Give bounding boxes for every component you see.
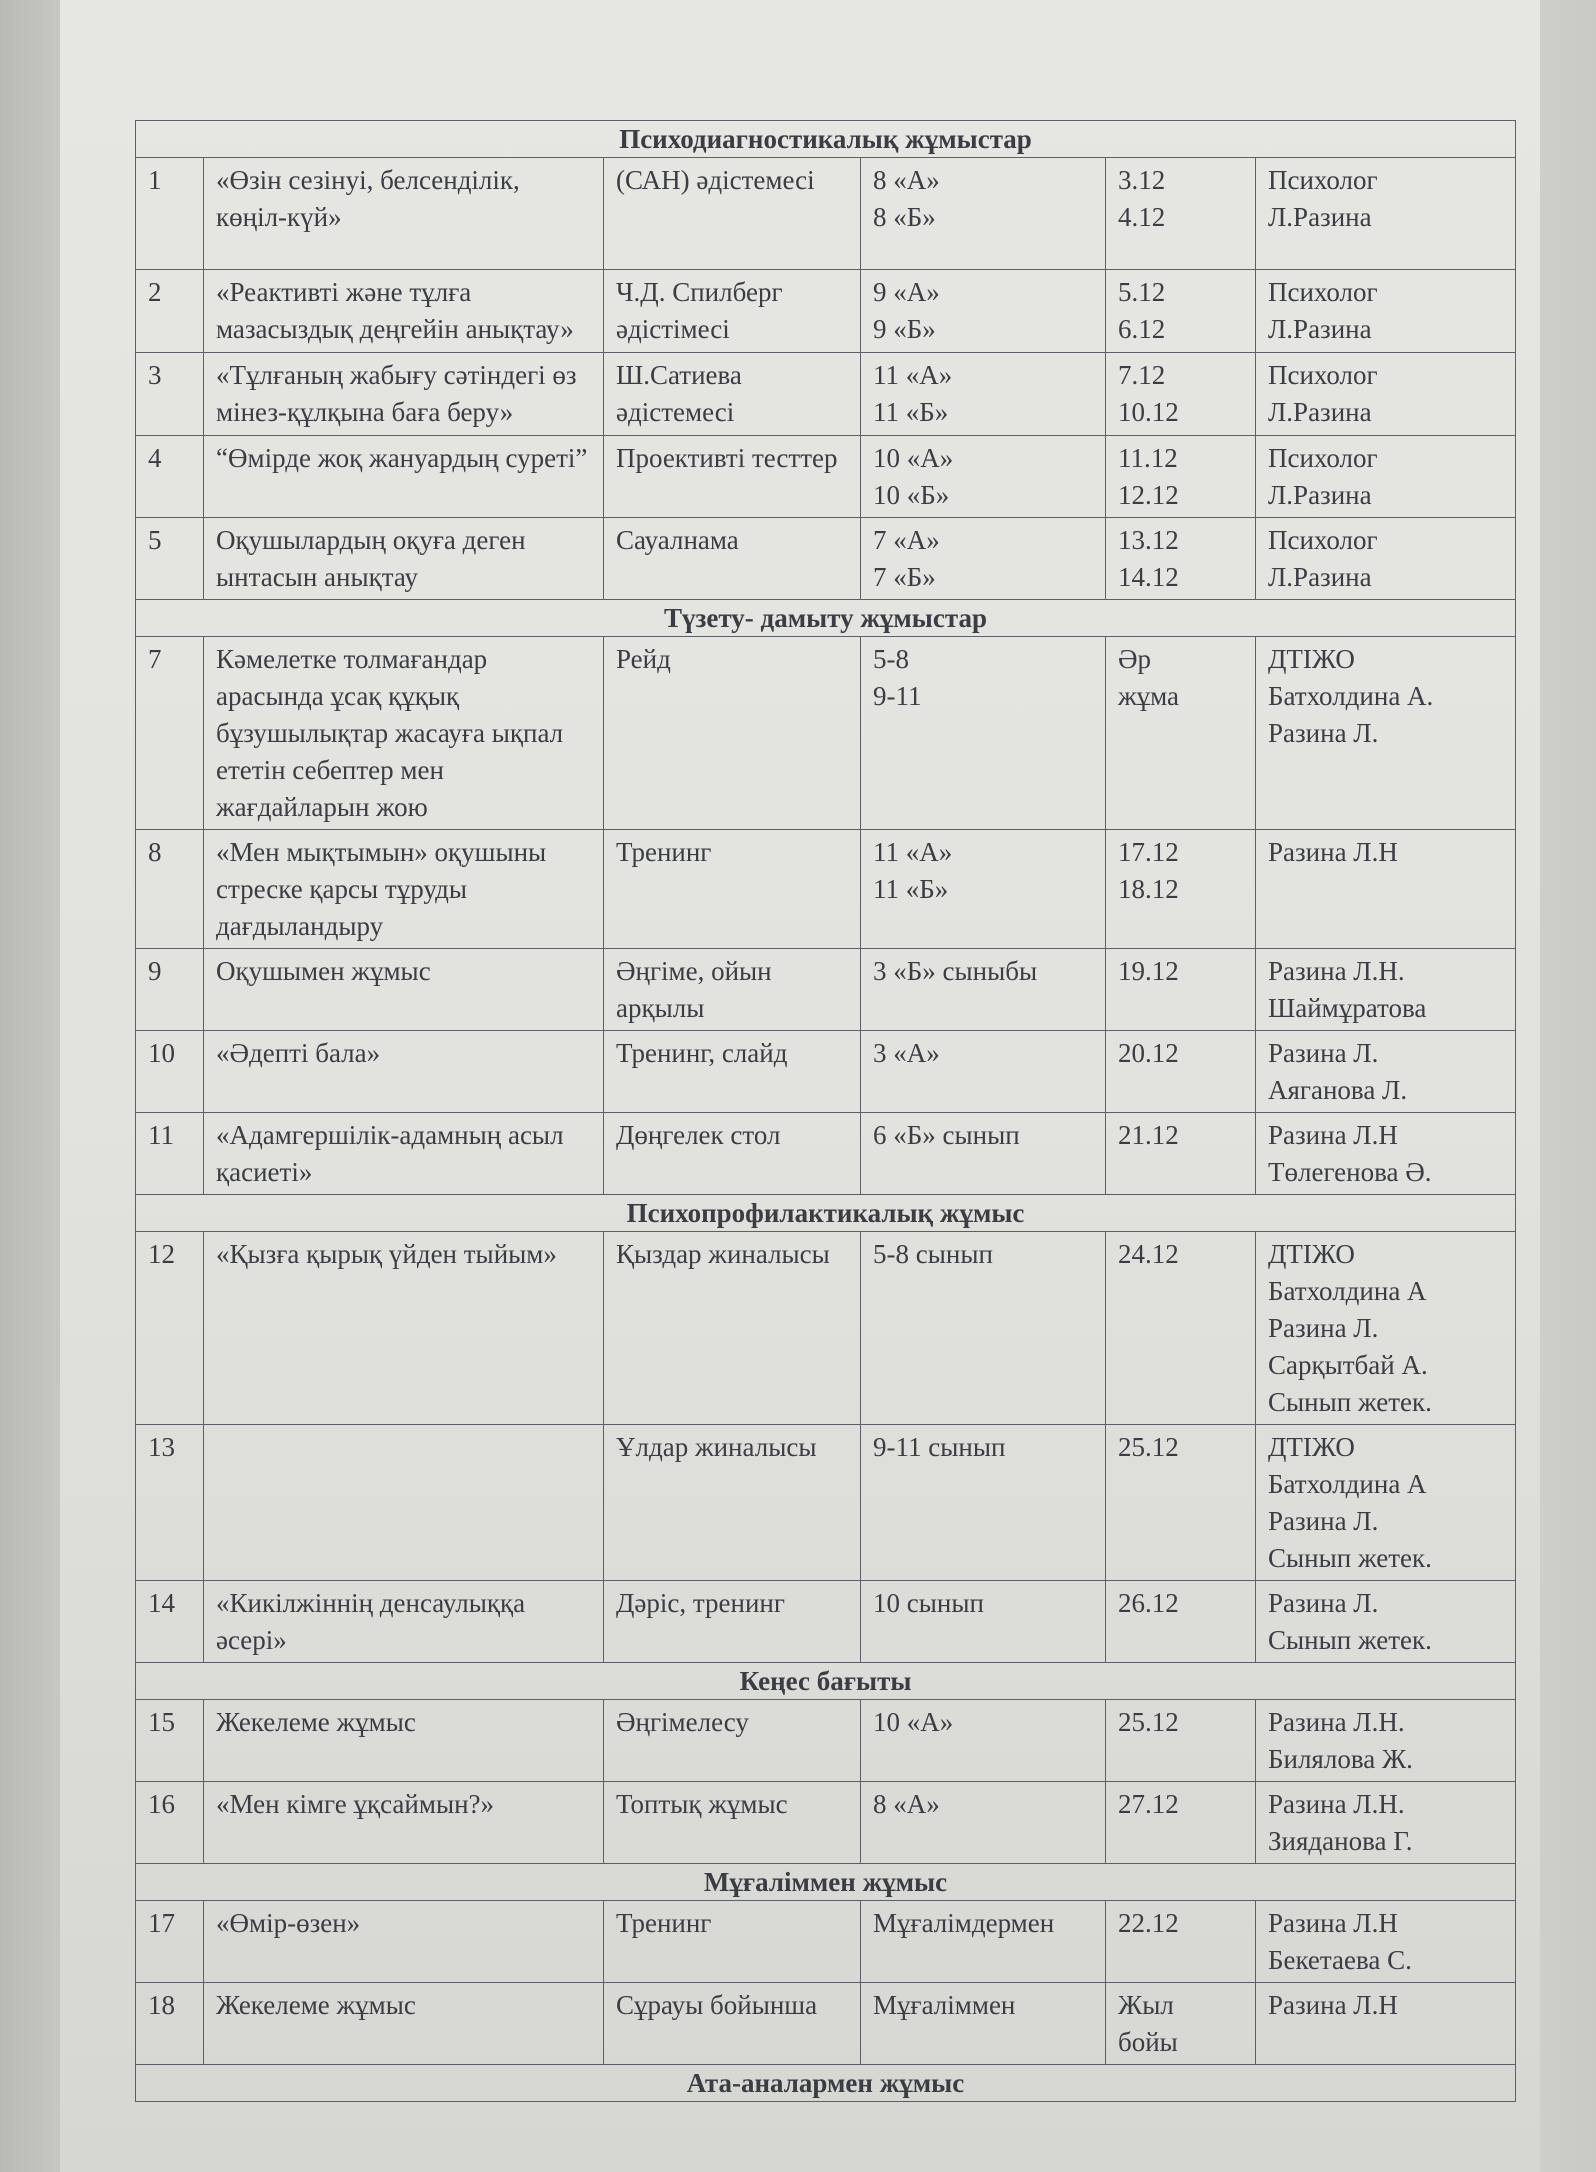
cell-date: 26.12 <box>1106 1581 1256 1663</box>
cell-responsible: ДТІЖО Батхолдина А Разина Л. Сарқытбай А. Сынып жетек. <box>1256 1232 1516 1425</box>
table-row <box>136 1113 1516 1195</box>
cell-method: Рейд <box>604 637 861 830</box>
cell-topic: “Өмірде жоқ жануардың суреті” <box>204 436 604 518</box>
cell-topic: Жекелеме жұмыс <box>204 1983 604 2065</box>
cell-target: 9-11 сынып <box>861 1425 1106 1581</box>
cell-date: Әр жұма <box>1106 637 1256 830</box>
cell-target: Мұғалімдермен <box>861 1901 1106 1983</box>
section-title: Түзету- дамыту жұмыстар <box>136 600 1516 637</box>
cell-num: 15 <box>136 1700 204 1782</box>
cell-responsible: ДТІЖО Батхолдина А. Разина Л. <box>1256 637 1516 830</box>
section-title: Психодиагностикалық жұмыстар <box>136 121 1516 158</box>
cell-date: 25.12 <box>1106 1425 1256 1581</box>
cell-responsible: Разина Л.Н Бекетаева С. <box>1256 1901 1516 1983</box>
cell-target: 10 «А» <box>861 1700 1106 1782</box>
section-header-row <box>136 1663 1516 1700</box>
table-row <box>136 1425 1516 1581</box>
work-plan-table <box>135 120 1516 2102</box>
cell-num: 8 <box>136 830 204 949</box>
table-row <box>136 1901 1516 1983</box>
cell-target: 6 «Б» сынып <box>861 1113 1106 1195</box>
cell-topic: Кәмелетке толмағандар арасында ұсақ құқық бұзушылықтар жасауға ықпал ететін себептер мен жағдайларын жою <box>204 637 604 830</box>
cell-target: 10 сынып <box>861 1581 1106 1663</box>
cell-num: 1 <box>136 158 204 270</box>
cell-target: 10 «А» 10 «Б» <box>861 436 1106 518</box>
cell-num: 4 <box>136 436 204 518</box>
cell-method: Сұрауы бойынша <box>604 1983 861 2065</box>
section-header-row <box>136 1195 1516 1232</box>
cell-topic: «Қызға қырық үйден тыйым» <box>204 1232 604 1425</box>
cell-target: 11 «А» 11 «Б» <box>861 353 1106 436</box>
cell-responsible: Разина Л.Н <box>1256 830 1516 949</box>
table-row <box>136 1782 1516 1864</box>
cell-date: 19.12 <box>1106 949 1256 1031</box>
cell-topic <box>204 1425 604 1581</box>
cell-responsible: Разина Л.Н Төлегенова Ә. <box>1256 1113 1516 1195</box>
cell-num: 11 <box>136 1113 204 1195</box>
section-title: Мұғаліммен жұмыс <box>136 1864 1516 1901</box>
cell-date: 27.12 <box>1106 1782 1256 1864</box>
section-title: Ата-аналармен жұмыс <box>136 2065 1516 2102</box>
cell-method: Тренинг, слайд <box>604 1031 861 1113</box>
table-row <box>136 518 1516 600</box>
cell-method: Топтық жұмыс <box>604 1782 861 1864</box>
cell-target: 3 «Б» сыныбы <box>861 949 1106 1031</box>
cell-method: (САН) әдістемесі <box>604 158 861 270</box>
cell-target: 8 «А» 8 «Б» <box>861 158 1106 270</box>
cell-responsible: Психолог Л.Разина <box>1256 270 1516 353</box>
section-title: Кеңес бағыты <box>136 1663 1516 1700</box>
table-row <box>136 1031 1516 1113</box>
cell-method: Қыздар жиналысы <box>604 1232 861 1425</box>
cell-date: 20.12 <box>1106 1031 1256 1113</box>
cell-num: 12 <box>136 1232 204 1425</box>
table-row <box>136 1983 1516 2065</box>
cell-topic: Оқушылардың оқуға деген ынтасын анықтау <box>204 518 604 600</box>
table-row <box>136 830 1516 949</box>
cell-num: 7 <box>136 637 204 830</box>
cell-topic: «Өзін сезінуі, белсенділік, көңіл-күй» <box>204 158 604 270</box>
cell-method: Ұлдар жиналысы <box>604 1425 861 1581</box>
cell-num: 16 <box>136 1782 204 1864</box>
cell-topic: «Әдепті бала» <box>204 1031 604 1113</box>
cell-topic: «Адамгершілік-адамның асыл қасиеті» <box>204 1113 604 1195</box>
cell-num: 14 <box>136 1581 204 1663</box>
work-plan-body <box>136 121 1516 2102</box>
cell-target: Мұғаліммен <box>861 1983 1106 2065</box>
cell-num: 9 <box>136 949 204 1031</box>
cell-target: 11 «А» 11 «Б» <box>861 830 1106 949</box>
section-header-row <box>136 121 1516 158</box>
table-row <box>136 637 1516 830</box>
table-row <box>136 270 1516 353</box>
cell-topic: «Мен мықтымын» оқушыны стреске қарсы тұруды дағдыландыру <box>204 830 604 949</box>
cell-method: Тренинг <box>604 830 861 949</box>
cell-date: 21.12 <box>1106 1113 1256 1195</box>
section-title: Психопрофилактикалық жұмыс <box>136 1195 1516 1232</box>
cell-num: 10 <box>136 1031 204 1113</box>
table-row <box>136 353 1516 436</box>
cell-responsible: Психолог Л.Разина <box>1256 353 1516 436</box>
cell-date: Жыл бойы <box>1106 1983 1256 2065</box>
cell-topic: Оқушымен жұмыс <box>204 949 604 1031</box>
cell-responsible: Разина Л.Н <box>1256 1983 1516 2065</box>
cell-date: 5.12 6.12 <box>1106 270 1256 353</box>
cell-method: Ш.Сатиева әдістемесі <box>604 353 861 436</box>
cell-responsible: Разина Л.Н. Шаймұратова <box>1256 949 1516 1031</box>
cell-topic: «Тұлғаның жабығу сәтіндегі өз мінез-құлқына баға беру» <box>204 353 604 436</box>
section-header-row <box>136 2065 1516 2102</box>
cell-target: 5-8 9-11 <box>861 637 1106 830</box>
cell-responsible: ДТІЖО Батхолдина А Разина Л. Сынып жетек. <box>1256 1425 1516 1581</box>
section-header-row <box>136 1864 1516 1901</box>
cell-date: 22.12 <box>1106 1901 1256 1983</box>
cell-responsible: Разина Л.Н. Зияданова Г. <box>1256 1782 1516 1864</box>
table-row <box>136 1232 1516 1425</box>
cell-num: 3 <box>136 353 204 436</box>
table-row <box>136 1581 1516 1663</box>
cell-responsible: Разина Л. Сынып жетек. <box>1256 1581 1516 1663</box>
cell-target: 7 «А» 7 «Б» <box>861 518 1106 600</box>
cell-date: 3.12 4.12 <box>1106 158 1256 270</box>
cell-target: 5-8 сынып <box>861 1232 1106 1425</box>
cell-responsible: Разина Л.Н. Билялова Ж. <box>1256 1700 1516 1782</box>
table-row <box>136 436 1516 518</box>
cell-method: Әңгіме, ойын арқылы <box>604 949 861 1031</box>
cell-num: 2 <box>136 270 204 353</box>
cell-date: 25.12 <box>1106 1700 1256 1782</box>
cell-topic: Жекелеме жұмыс <box>204 1700 604 1782</box>
cell-topic: «Өмір-өзен» <box>204 1901 604 1983</box>
cell-method: Тренинг <box>604 1901 861 1983</box>
table-row <box>136 949 1516 1031</box>
cell-topic: «Кикілжіннің денсаулыққа әсері» <box>204 1581 604 1663</box>
cell-target: 9 «А» 9 «Б» <box>861 270 1106 353</box>
cell-num: 5 <box>136 518 204 600</box>
cell-target: 8 «А» <box>861 1782 1106 1864</box>
cell-responsible: Психолог Л.Разина <box>1256 518 1516 600</box>
cell-method: Проективті тесттер <box>604 436 861 518</box>
cell-num: 17 <box>136 1901 204 1983</box>
cell-num: 13 <box>136 1425 204 1581</box>
cell-target: 3 «А» <box>861 1031 1106 1113</box>
cell-responsible: Психолог Л.Разина <box>1256 158 1516 270</box>
cell-num: 18 <box>136 1983 204 2065</box>
cell-responsible: Психолог Л.Разина <box>1256 436 1516 518</box>
cell-responsible: Разина Л. Аяганова Л. <box>1256 1031 1516 1113</box>
cell-date: 7.12 10.12 <box>1106 353 1256 436</box>
table-row <box>136 1700 1516 1782</box>
cell-method: Дәріс, тренинг <box>604 1581 861 1663</box>
cell-method: Сауалнама <box>604 518 861 600</box>
cell-method: Әңгімелесу <box>604 1700 861 1782</box>
cell-date: 17.12 18.12 <box>1106 830 1256 949</box>
cell-date: 24.12 <box>1106 1232 1256 1425</box>
cell-date: 13.12 14.12 <box>1106 518 1256 600</box>
cell-topic: «Реактивті және тұлға мазасыздық деңгейін анықтау» <box>204 270 604 353</box>
cell-date: 11.12 12.12 <box>1106 436 1256 518</box>
section-header-row <box>136 600 1516 637</box>
cell-method: Дөңгелек стол <box>604 1113 861 1195</box>
table-row <box>136 158 1516 270</box>
cell-method: Ч.Д. Спилберг әдістімесі <box>604 270 861 353</box>
cell-topic: «Мен кімге ұқсаймын?» <box>204 1782 604 1864</box>
